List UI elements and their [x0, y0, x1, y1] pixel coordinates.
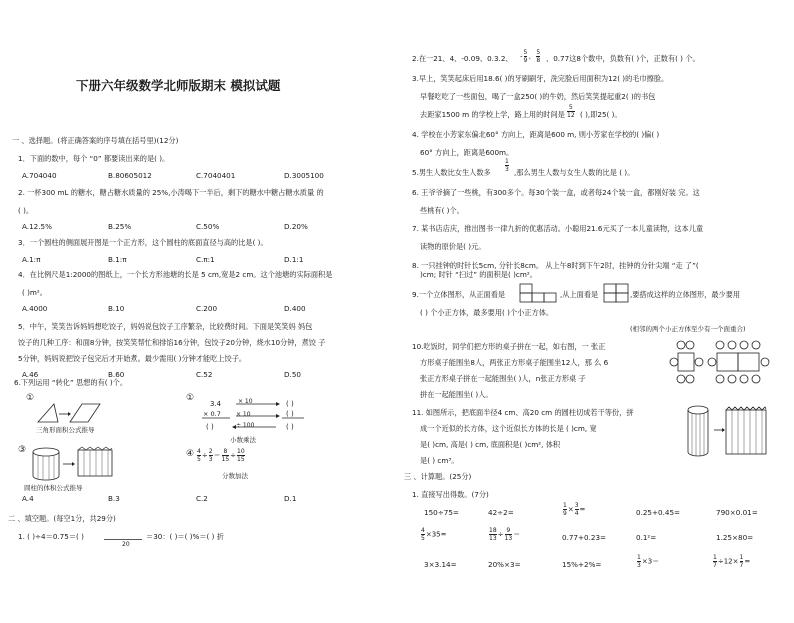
cylinder-transform-figure	[28, 446, 118, 482]
s2-q5-fraction: $\frac{1}{3}$	[505, 158, 509, 173]
q2-blank: ( )。	[18, 206, 34, 215]
q5-text-1: 5．中午，笑笑告诉妈妈想吃饺子，妈妈说包饺子工序繁杂，比较费时间。下面是笑笑妈 妈包	[18, 322, 313, 331]
s2-q9-text-4: ( ) 个小正方体，最多要用( )个小正方体。	[420, 308, 554, 317]
q1-option-a: A.704040	[22, 171, 57, 180]
q2-option-a: A.12.5%	[22, 222, 52, 231]
figure1-caption: 三角形面积公式推导	[36, 426, 95, 434]
s2-q9-text-2: ,从上面看是	[560, 290, 599, 299]
q3-text: 3．一个圆柱的侧面展开图是一个正方形，这个圆柱的底面直径与高的比是( )。	[18, 238, 268, 247]
q5-text-3: 5分钟，妈妈说把饺子包完后才开始煮。最少需用( )分钟才能吃上饺子。	[18, 354, 247, 363]
section2-heading: 二 、填空题。(每空1分，共29分)	[8, 514, 116, 523]
q5-option-a: A.46	[22, 370, 39, 379]
fig2-lines	[200, 398, 310, 428]
figure2-number: ①	[186, 393, 195, 403]
page-title: 下册六年级数学北师版期末 模拟试题	[76, 78, 281, 93]
s2-q1-fraction-bar	[104, 539, 144, 541]
q5-text-2: 饺子的几种工序：和面8分钟，按笑笑帮忙和排馅16分钟，包饺子20分钟，烧水10分钟，煮饺 子	[18, 338, 326, 347]
q6-option-a: A.4	[22, 494, 34, 503]
section1-heading: 一 、选择题。(将正确答案的序号填在括号里)(12分)	[12, 136, 179, 145]
s2-q10-text-3: 张正方形桌子拼在一起能围坐( )人，n张正方形桌 子	[420, 374, 586, 383]
calc-r1-c3: $\frac{1}{9}$ × $\frac{3}{4}$ =	[563, 502, 586, 517]
s2-q9-text-3: ,要搭成这样的立体图形，最少要用	[630, 290, 741, 299]
calc-r3-c4: $\frac{1}{3}$ ×3＝	[637, 554, 660, 569]
q2-text: 2. 一杯300 mL 的糖水，糖占糖水质量的 25%,小涛喝下一半后，剩下的糖水中糖占糖水质量 的	[18, 188, 324, 197]
s2-q5-text: 5.男生人数比女生人数多	[412, 168, 491, 177]
s2-q3-text-2: 早餐吃吃了一些面包，喝了一盒250( )的牛奶，然后笑笑提起重2( )的书包	[420, 92, 656, 101]
figure3-caption: 圆柱的体积公式推导	[24, 484, 83, 492]
q5-option-d: D.50	[284, 370, 301, 379]
s2-q11-text-1: 11. 如图所示，把底面半径4 cm、高20 cm 的圆柱切成若干等份，拼	[412, 408, 634, 417]
q4-option-b: B.10	[108, 304, 125, 313]
calc-r2-c4: 0.1²=	[636, 533, 657, 542]
q3-option-a: A.1:π	[22, 255, 41, 264]
q4-option-d: D.400	[284, 304, 306, 313]
s2-q11-text-2: 成一个近似的长方体，这个近似长方体的长是 ( )cm, 宽	[420, 424, 597, 433]
q3-option-b: B.1:π	[108, 255, 127, 264]
s2-q8-text-1: 8. 一只挂钟的时针长5cm, 分针长8cm。 从上午8时到下午2时，挂钟的分针尖端 “走 了”(	[412, 261, 699, 270]
fig2-paren1: ( )	[286, 400, 294, 408]
q4-option-c: C.200	[196, 304, 218, 313]
fig2-num-a: 3.4	[210, 400, 222, 408]
calc-r2-c5: 1.25×80=	[716, 533, 754, 542]
q2-option-d: D.20%	[284, 222, 308, 231]
q3-option-d: D.1:1	[284, 255, 304, 264]
q6-option-d: D.1	[284, 494, 297, 503]
s2-q4-text-2: 60° 方向上，距离是600m。	[420, 148, 514, 157]
fig2-op-z: × 10	[236, 411, 251, 418]
figure4-caption: 分数加法	[222, 472, 248, 480]
q4-text: 4．在比例尺是1:2000的图纸上，一个长方形池塘的长是 5 cm,宽是2 cm。这个池塘的实际面积是	[18, 270, 333, 279]
s2-q9-note: (相邻的两个小正方体至少有一个面重合)	[630, 325, 746, 333]
s2-q3-text-3: 去距家1500 m 的学校上学，路上用的时间是	[420, 110, 565, 119]
s2-q4-text-1: 4. 学校在小芳家东偏北60° 方向上，距离是600 m, 则小芳家在学校的( )偏( )	[412, 130, 660, 139]
q2-option-b: B.25%	[108, 222, 132, 231]
q4-blank: ( )m²。	[22, 288, 47, 297]
s2-q2-text-2: 、0.77这8个数中，负数有( )个，正数有( ) 个。	[546, 54, 700, 63]
s2-q5-text-2: ,那么男生人数与女生人数的比是 ( )。	[514, 168, 635, 177]
q2-option-c: C.50%	[196, 222, 220, 231]
q5-option-b: B.60	[108, 370, 125, 379]
s2-q7-text-1: 7. 某书店店庆，推出图书一律九折的优惠活动。小聪用21.6元买了一本儿童读物，这本儿童	[412, 224, 704, 233]
calc-r2-c2: $\frac{18}{13}$ ÷ $\frac{9}{13}$ ＝	[489, 527, 521, 542]
q3-option-c: C.π:1	[196, 255, 215, 264]
figure2-caption: 小数乘法	[230, 436, 256, 444]
s2-q11-text-3: 是( )cm, 高是( ) cm, 底面积是( )cm², 体积	[420, 440, 561, 449]
s2-q6-text-2: 些桃有( )个。	[420, 206, 464, 215]
s2-q11-text-4: 是( ) cm³。	[420, 456, 459, 465]
figure3-number: ③	[18, 445, 27, 455]
calc-r1-c4: 0.25+0.45=	[636, 508, 681, 517]
s2-q3-text-1: 3.早上，笑笑起床后用18.6( )的牙刷刷牙，洗完脸后用面积为12( )的毛巾擦脸。	[412, 74, 669, 83]
fig2-op-y: ÷ 100	[236, 422, 255, 429]
tables-figure	[672, 340, 776, 386]
q5-option-c: C.52	[196, 370, 213, 379]
calc-r1-c5: 790×0.01=	[716, 508, 758, 517]
fig2-paren3: ( )	[206, 423, 214, 431]
fig2-op-x: × 0.7	[203, 410, 221, 418]
calc-r2-c3: 0.77+0.23=	[562, 533, 607, 542]
calc-r3-c1: 3×3.14=	[424, 560, 457, 569]
q6-option-c: C.2	[196, 494, 208, 503]
calc-r1-c2: 42÷2=	[488, 508, 514, 517]
s2-q3-fraction: $\frac{5}{12}$	[567, 104, 575, 119]
calc-r3-c3: 15%+2%=	[562, 560, 602, 569]
calc-r3-c5: $\frac{1}{7}$ ÷12× $\frac{1}{7}$ =	[713, 554, 751, 569]
s2-q1-text: 1. ( )÷4＝0.75＝( )	[18, 532, 84, 541]
s2-q7-text-2: 读物的原价是( )元。	[420, 242, 486, 251]
calc-r2-c1: $\frac{4}{5}$ ×35=	[421, 527, 447, 542]
s3-subheading: 1. 直接写出得数。(7分)	[412, 490, 489, 499]
s2-q10-text-1: 10.吃饭时，同学们把方形的桌子拼在一起，如右图，一 张正	[412, 342, 606, 351]
calc-r1-c1: 150÷75=	[424, 508, 459, 517]
s2-q2-fractions: - $\frac{5}{9}$ 、 $\frac{5}{8}$	[520, 49, 541, 64]
section3-heading: 三 、计算题。(25分)	[404, 472, 472, 481]
fig4-expression: $\frac{4}{5}$ ÷ $\frac{2}{3}$ ＝ $\frac{8}{15}$ ÷ $\frac{10}{15}$	[197, 448, 245, 463]
q6-text: 6.下列运用 “转化” 思想的有( )个。	[14, 378, 128, 387]
triangle-transform-figure	[30, 398, 110, 426]
calc-r3-c2: 20%×3=	[488, 560, 521, 569]
cylinder-cut-figure	[686, 404, 770, 458]
figure1-number: ①	[26, 393, 35, 403]
s2-q1-denominator: 20	[122, 541, 130, 548]
s2-q2-text: 2.在一21、4、-0.09、0.3.2、	[412, 54, 513, 63]
q1-option-d: D.3005100	[284, 171, 324, 180]
s2-q8-text-2: )cm; 时针 “扫过” 的面积是( )cm²。	[420, 270, 537, 279]
q1-option-c: C.7040401	[196, 171, 236, 180]
front-view-figure	[520, 284, 560, 304]
s2-q10-text-2: 方形桌子能围坐8人，两张正方形桌子能围坐12人，那 么 6	[420, 358, 609, 367]
s2-q10-text-4: 拼在一起能围坐( )人。	[420, 390, 493, 399]
s2-q3-text-4: ( ),即25( )。	[580, 110, 622, 119]
figure4-number: ④	[186, 449, 195, 459]
fig2-paren4: ( )	[286, 423, 294, 431]
s2-q1-text-2: ＝30：( )＝( )%＝( ) 折	[146, 532, 224, 541]
fig2-op-b: × 10	[238, 398, 253, 405]
fig2-paren2: ( )	[286, 410, 294, 418]
q6-option-b: B.3	[108, 494, 120, 503]
q4-option-a: A.4000	[22, 304, 48, 313]
s2-q9-text-1: 9.一个立体图形，从正面看是	[412, 290, 506, 299]
q1-text: 1．下面的数中，每个 “0” 都要读出来的是( )。	[18, 154, 170, 163]
s2-q6-text-1: 6. 王爷爷摘了一些桃，有300多个。每30个装一盒，或者每24个装一盒，都刚好装 完。这	[412, 188, 700, 197]
q1-option-b: B.80605012	[108, 171, 152, 180]
